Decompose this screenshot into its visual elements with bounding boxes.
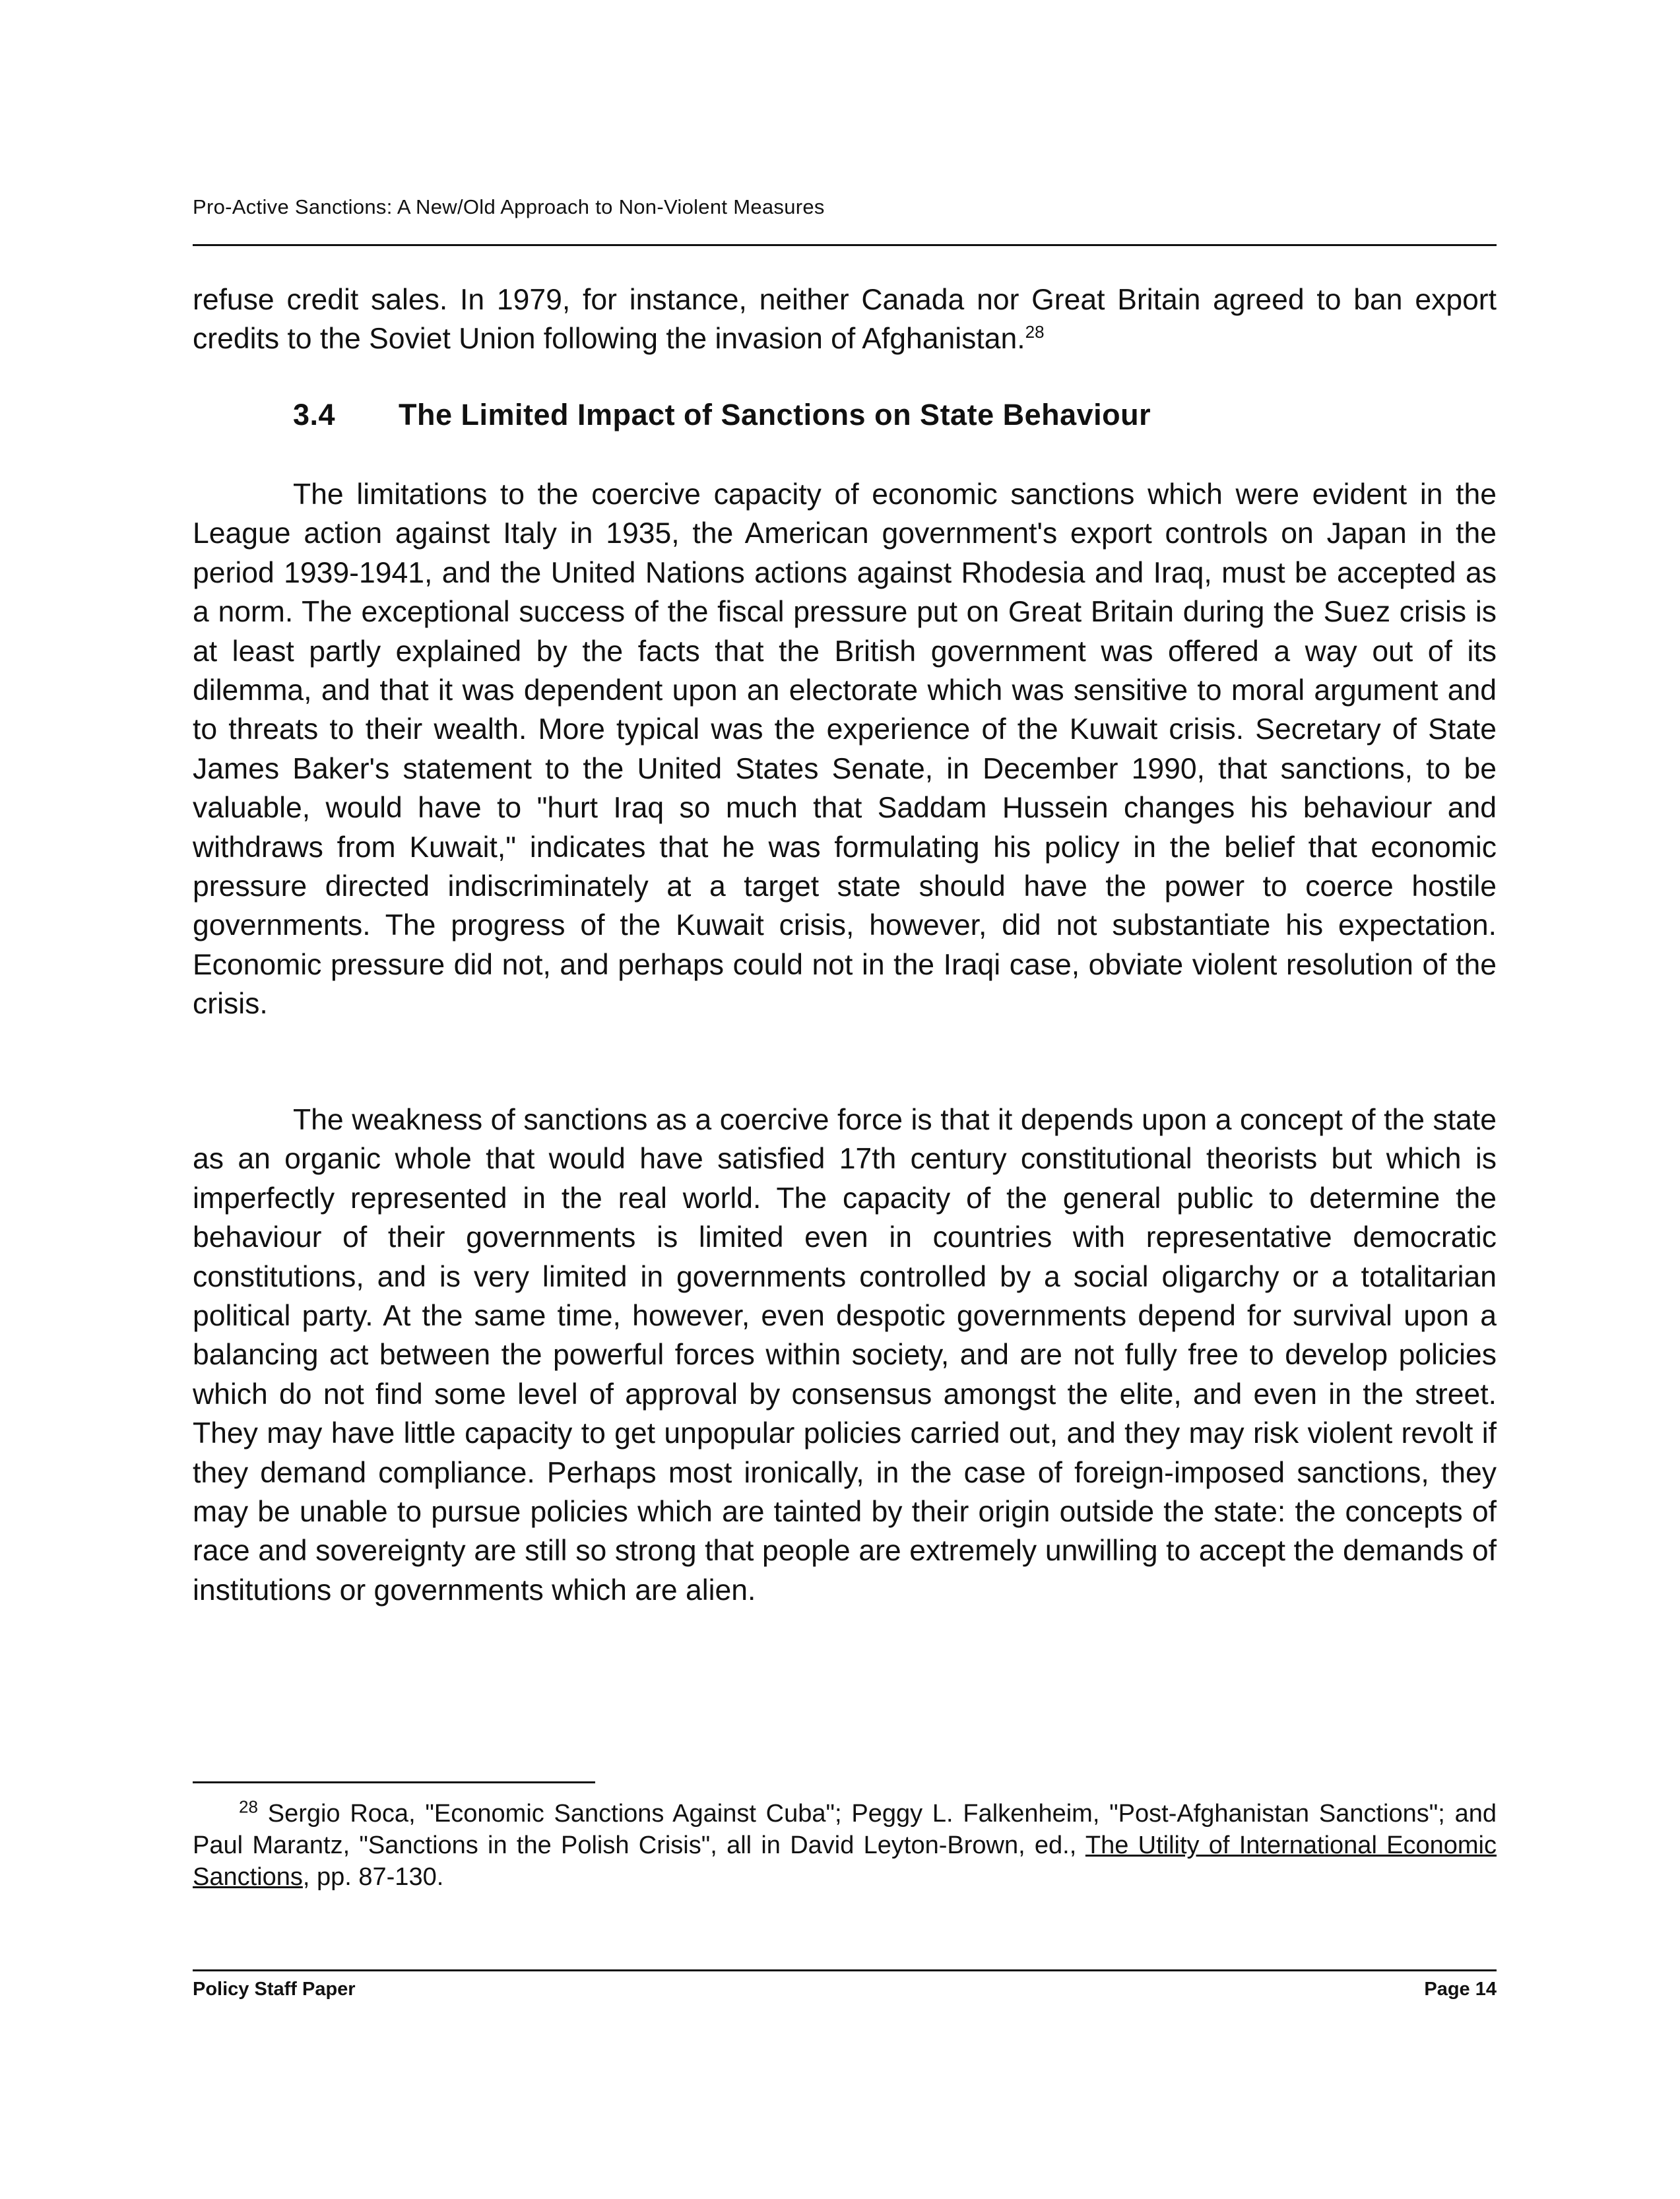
footnote-number: 28	[239, 1797, 258, 1817]
section-heading	[293, 398, 1151, 432]
body-paragraph: The weakness of sanctions as a coercive force is that it depends upon a concept of the state as an organic whole that would have satisfied 17th century constitutional theorists but which is imperfectly represented in the real world. The capacity of the general public to determine the behaviour of their governments is limited even in countries with representative democratic constitutions, and is very limited in governments controlled by a social oligarchy or a totalitarian political party. At the same time, however, even despotic governments depend for survival upon a balancing act between the powerful forces within society, and are not fully free to develop policies which do not find some level of approval by consensus amongst the elite, and even in the street. They may have little capacity to get unpopular policies carried out, and they may risk violent revolt if they demand compliance. Perhaps most ironically, in the case of foreign-imposed sanctions, they may be unable to pursue policies which are tainted by their origin outside the state: the concepts of race and sovereignty are still so strong that people are extremely unwilling to accept the demands of institutions or governments which are alien.	[193, 1104, 1497, 1607]
footer-page-number: Page 14	[1424, 1979, 1497, 2000]
running-header: Pro-Active Sanctions: A New/Old Approach to Non-Violent Measures	[193, 195, 825, 218]
footnote-reference[interactable]: 28	[1025, 322, 1045, 342]
footnote-separator	[193, 1781, 595, 1783]
footnote-text-before: Sergio Roca, "Economic Sanctions Against Cuba"; Peggy L. Falkenheim, "Post-Afghanistan Sanctions"; and Paul Marantz, "Sanctions in the Polish Crisis", all in David Leyton-Brown, ed.,	[193, 1800, 1497, 1859]
footnote	[193, 1798, 1497, 1893]
footnote-book-title: The Utility of International Economic Sanctions	[193, 1832, 1497, 1891]
intro-paragraph-text: refuse credit sales. In 1979, for instance, neither Canada nor Great Britain agreed to ban export credits to the Soviet Union following the invasion of Afghanistan.	[193, 284, 1497, 356]
footer-publication: Policy Staff Paper	[193, 1979, 356, 2000]
section-number: 3.4	[293, 398, 336, 431]
footer-rule	[193, 1969, 1497, 1971]
body-paragraph: The limitations to the coercive capacity of economic sanctions which were evident in the League action against Italy in 1935, the American government's export controls on Japan in the period 1939-1941, and the United Nations actions against Rhodesia and Iraq, must be accepted as a norm. The exceptional success of the fiscal pressure put on Great Britain during the Suez crisis is at least partly explained by the facts that the British government was offered a way out of its dilemma, and that it was dependent upon an electorate which was sensitive to moral argument and to threats to their wealth. More typical was the experience of the Kuwait crisis. Secretary of State James Baker's statement to the United States Senate, in December 1990, that sanctions, to be valuable, would have to "hurt Iraq so much that Saddam Hussein changes his behaviour and withdraws from Kuwait," indicates that he was formulating his policy in the belief that economic pressure directed indiscriminately at a target state should have the power to coerce hostile governments. The progress of the Kuwait crisis, however, did not substantiate his expectation. Economic pressure did not, and perhaps could not in the Iraqi case, obviate violent resolution of the crisis.	[193, 478, 1497, 1021]
footnote-text-after: , pp. 87-130.	[302, 1863, 444, 1891]
section-title: The Limited Impact of Sanctions on State Behaviour	[399, 398, 1151, 431]
intro-paragraph	[193, 280, 1497, 359]
header-rule	[193, 244, 1497, 246]
